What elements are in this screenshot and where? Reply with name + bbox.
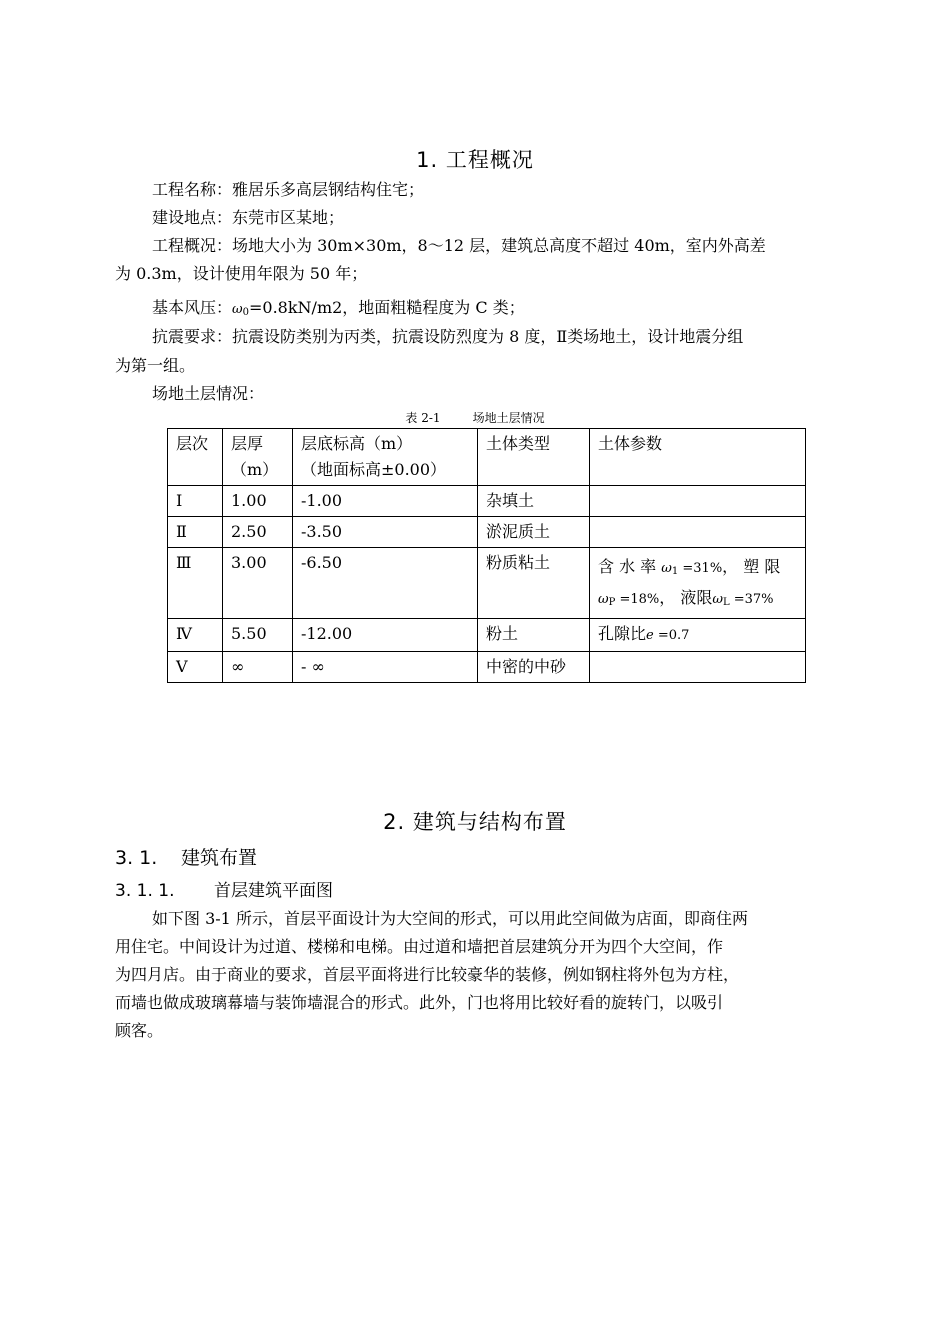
cell-soil-type: 粉土 [478, 619, 590, 652]
table-row [168, 486, 806, 517]
cell-layer: Ⅳ [168, 619, 223, 652]
header-elevation-note: （地面标高±0.00） [301, 460, 447, 479]
param-void-value: =0.7 [653, 628, 690, 643]
param-water-label: 含 水 率 [598, 557, 662, 576]
subsubsection-heading [115, 876, 333, 901]
table-header-row [168, 429, 806, 486]
cell-elevation: - ∞ [293, 652, 478, 683]
omega-symbol: ω [232, 302, 243, 317]
cell-thickness: 5.50 [223, 619, 293, 652]
subsection-heading [115, 843, 257, 870]
omega-subscript: 1 [671, 566, 679, 577]
table-caption-number: 表 2-1 [405, 411, 441, 425]
param-limit-line [598, 585, 797, 616]
table-caption [0, 409, 950, 426]
header-soil-param: 土体参数 [590, 429, 806, 486]
table-row [168, 619, 806, 652]
header-soil-type: 土体类型 [478, 429, 590, 486]
subsubsection-title: 首层建筑平面图 [214, 881, 333, 901]
cell-soil-type: 淤泥质土 [478, 517, 590, 548]
soil-intro-line: 场地土层情况： [152, 384, 265, 403]
soil-layer-table [167, 428, 806, 683]
header-layer: 层次 [168, 429, 223, 486]
omega-symbol: ω [598, 592, 609, 607]
omega-symbol: ω [712, 592, 723, 607]
param-liquid-value: =37% [729, 592, 774, 607]
table-row [168, 548, 806, 619]
header-elevation-label: 层底标高（m） [301, 434, 413, 453]
wind-pressure-line [115, 296, 897, 324]
project-overview-line-1: 工程概况：场地大小为 30m×30m，8～12 层，建筑总高度不超过 40m，室内外高差 [152, 236, 766, 255]
table-row [168, 517, 806, 548]
cell-soil-type: 杂填土 [478, 486, 590, 517]
subsection-number: 3. 1. [115, 847, 158, 869]
cell-thickness: 1.00 [223, 486, 293, 517]
param-water-value: =31% [678, 561, 723, 576]
project-overview-line-2: 为 0.3m，设计使用年限为 50 年； [115, 264, 368, 283]
cell-soil-type: 粉质粘土 [478, 548, 590, 619]
param-plastic-value: =18% [615, 592, 660, 607]
cell-elevation: -3.50 [293, 517, 478, 548]
header-thickness-label: 层厚 [231, 434, 264, 453]
project-location-line: 建设地点：东莞市区某地； [152, 208, 345, 227]
param-void-label: 孔隙比 [598, 624, 647, 643]
body-paragraph-line: 顾客。 [115, 1021, 164, 1040]
header-thickness [223, 429, 293, 486]
param-water-line [598, 554, 797, 585]
cell-elevation: -12.00 [293, 619, 478, 652]
body-paragraph-line: 为四月店。由于商业的要求，首层平面将进行比较豪华的装修，例如钢柱将外包为方柱， [115, 965, 740, 984]
section-1-heading: 1. 工程概况 [416, 148, 534, 172]
omega-subscript: 0 [242, 307, 249, 318]
cell-elevation: -6.50 [293, 548, 478, 619]
body-paragraph-line: 而墙也做成玻璃幕墙与装饰墙混合的形式。此外，门也将用比较好看的旋转门，以吸引 [115, 993, 724, 1012]
param-plastic-label: ， 塑 限 [722, 557, 781, 576]
cell-soil-param [590, 652, 806, 683]
cell-layer: Ⅱ [168, 517, 223, 548]
cell-soil-param [590, 486, 806, 517]
e-symbol: e [646, 628, 654, 643]
seismic-line-1: 抗震要求：抗震设防类别为丙类，抗震设防烈度为 8 度，Ⅱ类场地土，设计地震分组 [152, 327, 744, 346]
table-row [168, 652, 806, 683]
cell-soil-param [590, 619, 806, 652]
cell-thickness: ∞ [223, 652, 293, 683]
cell-layer: Ⅲ [168, 548, 223, 619]
omega-symbol: ω [661, 561, 672, 576]
subsection-title: 建筑布置 [181, 847, 258, 869]
project-name-line: 工程名称：雅居乐多高层钢结构住宅； [152, 180, 425, 199]
subsubsection-number: 3. 1. 1. [115, 881, 175, 901]
seismic-line-2: 为第一组。 [115, 356, 196, 375]
header-thickness-unit: （m） [231, 460, 279, 479]
cell-thickness: 2.50 [223, 517, 293, 548]
omega-subscript: L [722, 597, 730, 608]
wind-value: =0.8kN/m2，地面粗糙程度为 C 类； [249, 298, 525, 317]
cell-layer: Ⅰ [168, 486, 223, 517]
body-paragraph-line: 如下图 3-1 所示，首层平面设计为大空间的形式，可以用此空间做为店面，即商住两 [152, 909, 748, 928]
cell-thickness: 3.00 [223, 548, 293, 619]
section-2-heading: 2. 建筑与结构布置 [383, 810, 567, 834]
cell-layer: Ⅴ [168, 652, 223, 683]
omega-subscript: P [608, 597, 616, 608]
param-liquid-label: ， 液限 [659, 588, 713, 607]
wind-prefix: 基本风压： [152, 298, 233, 317]
cell-elevation: -1.00 [293, 486, 478, 517]
cell-soil-type: 中密的中砂 [478, 652, 590, 683]
cell-soil-param [590, 548, 806, 619]
table-caption-title: 场地土层情况 [472, 411, 545, 425]
body-paragraph-line: 用住宅。中间设计为过道、楼梯和电梯。由过道和墙把首层建筑分开为四个大空间，作 [115, 937, 724, 956]
header-elevation [293, 429, 478, 486]
cell-soil-param [590, 517, 806, 548]
